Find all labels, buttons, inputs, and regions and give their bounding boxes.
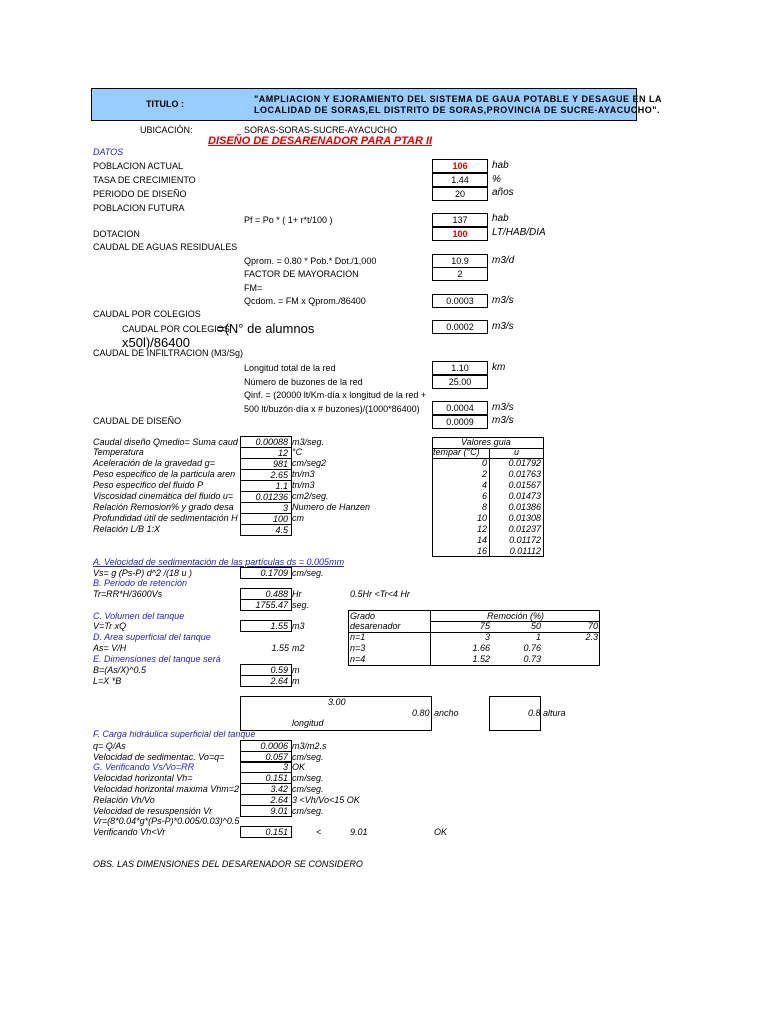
longitud-label: Longitud total de la red	[244, 363, 336, 373]
v-unit: m3	[292, 621, 305, 631]
dim-ancho-value: 0.80	[412, 708, 430, 718]
b-value: 0.59	[240, 664, 292, 676]
vh-unit: cm/seg.	[292, 773, 324, 783]
vr-label: Velocidad de resuspensión Vr	[93, 806, 213, 816]
param-unit: tn/m3	[292, 480, 315, 490]
dim-altura-label: altura	[543, 708, 566, 718]
tasa-label: TASA DE CRECIMIENTO	[93, 175, 196, 185]
factor-value: 2	[432, 267, 488, 281]
qinf-unit: m3/s	[492, 402, 514, 413]
ver-op: <	[316, 827, 322, 837]
v-value: 1.55	[240, 620, 292, 632]
dim-altura-value: 0.8	[528, 708, 541, 718]
param-value: 981	[240, 458, 292, 470]
caudal-diseno-label: CAUDAL DE DISEÑO	[93, 416, 182, 426]
caudal-residuales-unit: m3/d	[492, 255, 515, 266]
guia-u: 0.01308	[508, 513, 541, 523]
caudal-residuales-value: 10.9	[432, 254, 488, 268]
remocion-cell: 2.3	[585, 632, 598, 642]
vhm-value: 3.42	[240, 783, 292, 795]
as-value: 1.55	[271, 643, 289, 653]
caudal-colegios-label: CAUDAL POR COLEGIOS	[93, 309, 201, 319]
param-label: Relación L/B 1:X	[93, 524, 161, 534]
remocion-pct: 50	[530, 621, 541, 631]
qcdom-label: Qcdom. = FM x Qprom./86400	[244, 296, 366, 306]
vr-formula: Vr=(8*0.04*g*(Ps-P)*0.005/0.03)^0.5	[93, 816, 240, 826]
rel-value: 2.64	[240, 794, 292, 806]
remocion-cell: 0.76	[523, 643, 541, 653]
ubicacion-value: SORAS-SORAS-SUCRE-AYACUCHO	[244, 125, 398, 135]
caudal-colegios-unit: m3/s	[492, 321, 514, 332]
caudal-diseno-value: 0.0009	[432, 415, 488, 429]
guia-col1: tempar (°C)	[433, 447, 480, 457]
param-value: 0.00088	[240, 436, 292, 448]
as-unit: m2	[292, 643, 305, 653]
param-value: 4.5	[240, 524, 292, 536]
poblacion-futura-label: POBLACION FUTURA	[93, 203, 185, 213]
remocion-cell: 1	[535, 632, 541, 642]
qcdom-value: 0.0003	[432, 294, 488, 308]
param-label: Aceleración de la gravedad g=	[93, 458, 215, 468]
ver-vr: 9.01	[350, 827, 368, 837]
guia-u: 0.01792	[508, 458, 541, 468]
g-value: 3	[240, 761, 292, 773]
param-value: 100	[240, 513, 292, 525]
qinf-value: 0.0004	[432, 401, 488, 415]
param-value: 1.1	[240, 480, 292, 492]
remocion-header: Remoción (%)	[487, 611, 545, 621]
poblacion-actual-unit: hab	[492, 160, 509, 171]
datos-heading: DATOS	[93, 147, 124, 157]
guia-temp: 4	[481, 480, 487, 490]
param-unit: Numero de Hanzen	[292, 502, 371, 512]
factor-label: FACTOR DE MAYORACION	[244, 269, 359, 279]
guia-temp: 14	[476, 535, 487, 545]
caudal-colegios-formula-2: x50l)/86400	[122, 335, 190, 350]
param-label: Caudal diseño Qmedio= Suma caud	[93, 437, 238, 447]
grado-line2: desarenador	[350, 621, 401, 631]
param-label: Peso especifico de la particula aren	[93, 469, 236, 479]
guia-temp: 12	[476, 524, 487, 534]
vhm-unit: cm/seg.	[292, 784, 324, 794]
ver-ok: OK	[434, 827, 448, 837]
titulo-line2: LOCALIDAD DE SORAS,EL DISTRITO DE SORAS,PROVINCIA DE SUCRE-AYACUCHO".	[254, 105, 660, 115]
param-label: Temperatura	[93, 447, 144, 457]
dim-longitud-label: longitud	[292, 718, 324, 728]
guia-u: 0.01763	[508, 469, 541, 479]
vh-value: 0.151	[240, 772, 292, 784]
vo-value: 0.057	[240, 751, 292, 763]
param-unit: cm/seg2	[292, 458, 327, 468]
param-unit: m3/seg.	[292, 437, 325, 447]
param-label: Peso especifico del fluido P	[93, 480, 204, 490]
qcdom-unit: m3/s	[492, 295, 514, 306]
section-f-title: F. Carga hidráulica superficial del tanque	[93, 729, 256, 739]
dotacion-unit: LT/HAB/DIA	[492, 227, 546, 238]
guia-temp: 8	[481, 502, 487, 512]
guia-u: 0.01473	[508, 491, 541, 501]
param-value: 2.65	[240, 469, 292, 481]
remocion-cell: 0.73	[523, 654, 541, 664]
section-c-title: C. Volumen del tanque	[93, 611, 185, 621]
q-formula: q= Q/As	[93, 741, 126, 751]
infiltracion-label: CAUDAL DE INFILTRACION (M3/Sg)	[93, 348, 244, 358]
tasa-unit: %	[492, 174, 501, 185]
param-label: Viscosidad cinemática del fluido u=	[93, 491, 234, 501]
caudal-colegios-formula-1: =(N° de alumnos	[217, 321, 315, 336]
section-e-title: E. Dimensiones del tanque será	[93, 654, 221, 664]
ver-label: Verificando Vh<Vr	[93, 827, 166, 837]
b-formula: B=(As/X)^0.5	[93, 665, 146, 675]
tr-unit: Hr	[292, 589, 302, 599]
guia-temp: 16	[476, 546, 487, 556]
poblacion-futura-unit: hab	[492, 213, 509, 224]
vhm-label: Velocidad horizontal maxima Vhm=2	[93, 784, 239, 794]
param-value: 12	[240, 447, 292, 459]
remocion-n: n=3	[350, 643, 366, 653]
guia-u: 0.01112	[509, 546, 541, 556]
param-value: 0.01236	[240, 491, 292, 503]
guia-col2: u	[514, 447, 520, 457]
remocion-n: n=4	[350, 654, 366, 664]
poblacion-futura-value: 137	[432, 213, 488, 227]
fm-label: FM=	[244, 283, 263, 293]
tr-value: 0.488	[240, 588, 292, 600]
remocion-n: n=1	[350, 632, 366, 642]
param-label: Profundidad útil de sedimentación H	[93, 513, 238, 523]
section-d-title: D. Area superficial del tanque	[93, 632, 211, 642]
longitud-value: 1.10	[432, 361, 488, 375]
section-b-title: B. Periodo de retención	[93, 578, 188, 588]
vs-formula: Vs= g (Ps-P) d^2 /(18 u )	[93, 568, 193, 578]
param-unit: tn/m3	[292, 469, 315, 479]
q-unit: m3/m2.s	[292, 741, 327, 751]
param-value: 3	[240, 502, 292, 514]
caudal-diseno-unit: m3/s	[492, 415, 514, 426]
poblacion-actual-value: 106	[432, 159, 488, 173]
dim-longitud-value: 3.00	[328, 697, 346, 707]
tr-formula: Tr=RR*H/3600Vs	[93, 589, 163, 599]
vh-label: Velocidad horizontal Vh=	[93, 773, 193, 783]
periodo-label: PERIODO DE DISEÑO	[93, 189, 187, 199]
vr-value: 9.01	[240, 805, 292, 817]
caudal-residuales-formula: Qprom. = 0.80 * Pob.* Dot./1,000	[244, 256, 377, 266]
guia-temp: 6	[481, 491, 487, 501]
grado-line1: Grado	[350, 611, 376, 621]
vs-unit: cm/seg.	[292, 568, 324, 578]
remocion-pct: 70	[587, 621, 598, 631]
rel-label: Relación Vh/Vo	[93, 795, 155, 805]
obs-note: OBS. LAS DIMENSIONES DEL DESARENADOR SE CONSIDERO	[93, 859, 363, 869]
ubicacion-label: UBICACIÓN:	[140, 125, 193, 135]
vs-value: 0.1709	[240, 567, 292, 579]
remocion-pct: 75	[479, 621, 490, 631]
guia-u: 0.01386	[508, 502, 541, 512]
vo-unit: cm/seg.	[292, 752, 324, 762]
guia-u: 0.01237	[508, 524, 541, 534]
section-a-title: A. Velocidad de sedimentación de las partículas ds = 0.005mm	[93, 557, 345, 567]
g-unit: OK	[292, 762, 306, 772]
vo-label: Velocidad de sedimentac. Vo=q=	[93, 752, 225, 762]
param-label: Relación Remosion% y grado desa	[93, 502, 234, 512]
guia-u: 0.01567	[508, 480, 541, 490]
longitud-unit: km	[492, 362, 506, 373]
guia-temp: 10	[476, 513, 487, 523]
guia-temp: 2	[481, 469, 487, 479]
remocion-cell: 3	[484, 632, 490, 642]
dim-ancho-label: ancho	[434, 708, 459, 718]
b-unit: m	[292, 665, 300, 675]
ver-value: 0.151	[240, 826, 292, 838]
guia-u: 0.01172	[509, 535, 541, 545]
dotacion-label: DOTACION	[93, 229, 140, 239]
caudal-colegios-value: 0.0002	[432, 320, 488, 334]
section-g-title: G. Verificando Vs/Vo=RR	[93, 762, 195, 772]
main-title: DISEÑO DE DESARENADOR PARA PTAR II	[208, 135, 433, 147]
q-value: 0.0006	[240, 740, 292, 752]
param-unit: cm	[292, 513, 304, 523]
periodo-value: 20	[432, 187, 488, 201]
vr-unit: cm/seg.	[292, 806, 324, 816]
l-formula: L=X *B	[93, 676, 122, 686]
remocion-cell: 1.66	[472, 643, 490, 653]
titulo-label: TITULO :	[146, 99, 184, 109]
qinf-line1: Qinf. = (20000 lt/Km·día x longitud de la red +	[244, 390, 427, 400]
periodo-unit: años	[492, 187, 514, 198]
l-value: 2.64	[240, 675, 292, 687]
param-unit: cm2/seg.	[292, 491, 329, 501]
rel-note: 3 <Vh/Vo<15 OK	[292, 795, 360, 805]
as-formula: As= V/H	[93, 643, 127, 653]
caudal-residuales-label: CAUDAL DE AGUAS RESIDUALES	[93, 242, 238, 252]
buzones-label: Número de buzones de la red	[244, 377, 363, 387]
caudal-colegios-sublabel: CAUDAL POR COLEGIOS	[122, 324, 230, 334]
qinf-line2: 500 lt/buzón·día x # buzones)/(1000*86400)	[244, 404, 420, 414]
v-formula: V=Tr xQ	[93, 621, 127, 631]
remocion-cell: 1.52	[472, 654, 490, 664]
dotacion-value: 100	[432, 227, 488, 241]
tr-seg-value: 1755.47	[240, 599, 292, 611]
l-unit: m	[292, 676, 300, 686]
titulo-line1: "AMPLIACION Y EJORAMIENTO DEL SISTEMA DE GAUA POTABLE Y DESAGUE EN LA	[254, 94, 662, 104]
poblacion-futura-formula: Pf = Po * ( 1+ r*t/100 )	[244, 215, 333, 225]
buzones-value: 25.00	[432, 375, 488, 389]
guia-temp: 0	[481, 458, 487, 468]
tasa-value: 1.44	[432, 173, 488, 187]
poblacion-actual-label: POBLACION ACTUAL	[93, 161, 184, 171]
tr-note: 0.5Hr <Tr<4 Hr	[350, 589, 410, 599]
guia-title: Valores guia	[461, 437, 511, 447]
tr-seg-unit: seg.	[292, 600, 310, 610]
param-unit: °C	[292, 447, 303, 457]
